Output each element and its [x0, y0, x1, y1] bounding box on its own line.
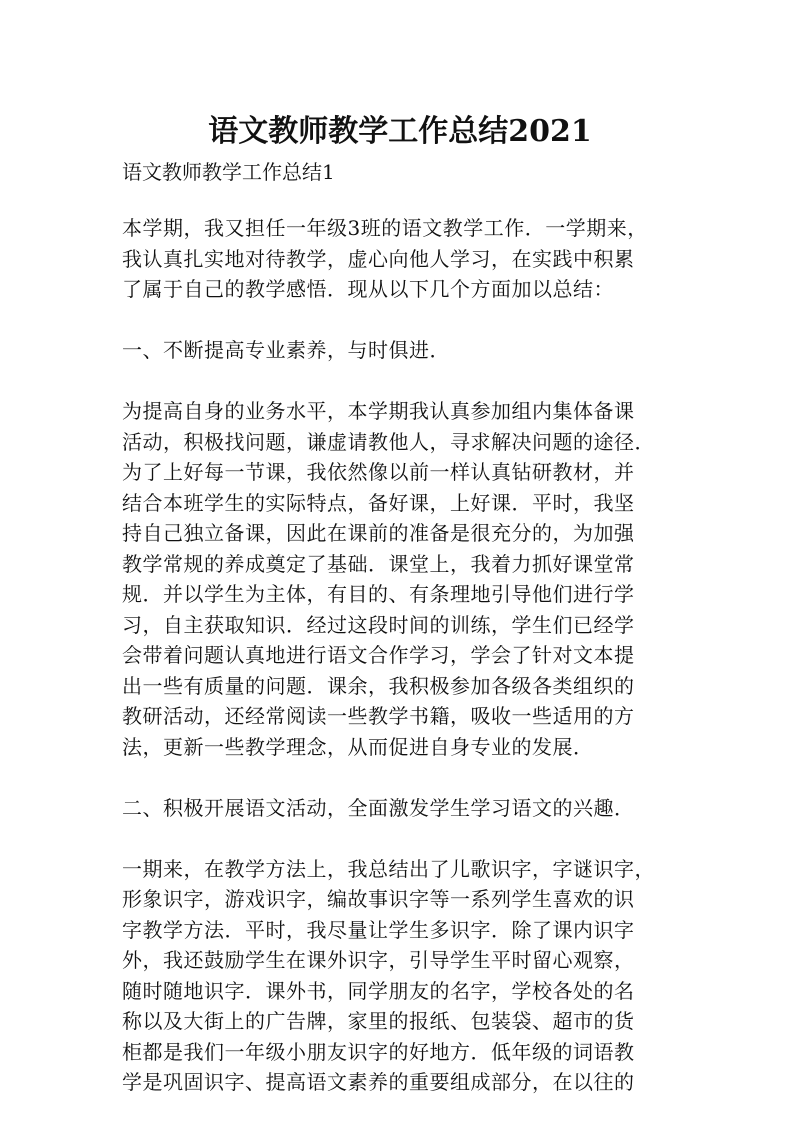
body-line: 结合本班学生的实际特点，备好课，上好课．平时，我坚 — [122, 490, 635, 515]
body-line: 二、积极开展语文活动，全面激发学生学习语文的兴趣． — [122, 795, 635, 820]
body-line: 形象识字，游戏识字，编故事识字等一系列学生喜欢的识 — [122, 887, 635, 911]
body-line: 法，更新一些教学理念，从而促进自身专业的发展． — [122, 734, 594, 759]
document-title: 语文教师教学工作总结2021 — [208, 114, 592, 149]
body-line: 随时随地识字．课外书，同学朋友的名字，学校各处的名 — [122, 978, 635, 1003]
body-line: 教研活动，还经常阅读一些教学书籍，吸收一些适用的方 — [122, 704, 635, 728]
body-line: 一、不断提高专业素养，与时俱进． — [122, 338, 450, 362]
body-line: 出一些有质量的问题．课余，我积极参加各级各类组织的 — [122, 673, 635, 698]
body-line: 外，我还鼓励学生在课外识字，引导学生平时留心观察， — [122, 948, 635, 972]
body-line: 教学常规的养成奠定了基础．课堂上，我着力抓好课堂常 — [122, 551, 635, 576]
body-line: 我认真扎实地对待教学，虚心向他人学习，在实践中积累 — [122, 246, 635, 271]
body-line: 习，自主获取知识．经过这段时间的训练，学生们已经学 — [122, 612, 635, 637]
body-line: 持自己独立备课，因此在课前的准备是很充分的，为加强 — [122, 521, 635, 545]
body-line: 了属于自己的教学感悟．现从以下几个方面加以总结： — [122, 277, 614, 301]
body-line: 柜都是我们一年级小朋友识字的好地方．低年级的词语教 — [122, 1039, 635, 1064]
body-line: 活动，积极找问题，谦虚请教他人，寻求解决问题的途径． — [122, 429, 655, 454]
body-line: 本学期，我又担任一年级3班的语文教学工作．一学期来， — [122, 216, 648, 240]
body-line: 称以及大街上的广告牌，家里的报纸、包装袋、超市的货 — [122, 1009, 635, 1033]
body-line: 学是巩固识字、提高语文素养的重要组成部分，在以往的 — [122, 1070, 635, 1094]
body-line: 字教学方法．平时，我尽量让学生多识字．除了课内识字 — [122, 917, 635, 942]
body-line: 为了上好每一节课，我依然像以前一样认真钻研教材，并 — [122, 460, 635, 484]
body-line: 为提高自身的业务水平，本学期我认真参加组内集体备课 — [122, 399, 635, 423]
body-line: 会带着问题认真地进行语文合作学习，学会了针对文本提 — [122, 643, 635, 667]
body-line: 规．并以学生为主体，有目的、有条理地引导他们进行学 — [122, 582, 635, 606]
document-subtitle: 语文教师教学工作总结1 — [122, 160, 335, 184]
body-line: 一期来，在教学方法上，我总结出了儿歌识字，字谜识字， — [122, 856, 655, 881]
